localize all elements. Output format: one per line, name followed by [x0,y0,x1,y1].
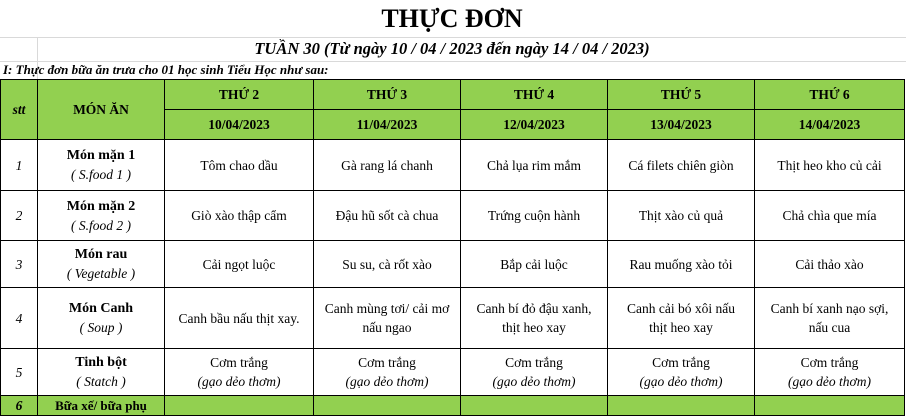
menu-cell: Cải thảo xào [755,241,905,288]
header-date: 10/04/2023 [165,110,314,140]
dish-category [38,140,165,191]
header-stt: stt [1,80,38,140]
menu-cell-line: Cơm trắng [505,355,563,370]
menu-cell-line: Canh cải bó xôi nấu [627,301,735,316]
menu-cell [314,349,461,396]
header-day: THỨ 3 [314,80,461,110]
menu-cell [461,288,608,349]
dish-category-name: Món rau [74,247,128,262]
header-day: THỨ 2 [165,80,314,110]
menu-cell: Bắp cải luộc [461,241,608,288]
table-row [1,349,905,396]
table-row [1,288,905,349]
header-row-days [1,80,905,110]
menu-cell-line: Cơm trắng [800,355,859,370]
menu-cell [608,396,755,416]
table-row [1,191,905,241]
menu-cell-line: Cơm trắng [652,355,710,370]
menu-cell: Giò xào thập cẩm [165,191,314,241]
table-row [1,140,905,191]
header-day: THỨ 6 [755,80,905,110]
menu-cell-line: Canh bầu nấu thịt xay. [178,310,300,326]
menu-cell-line: thịt heo xay [502,320,566,335]
intro-note: I: Thực đơn bữa ăn trưa cho 01 học sinh Tiểu Học như sau: [3,62,329,77]
dish-category [38,349,165,396]
menu-cell [755,288,905,349]
row-index: 5 [1,349,38,396]
header-date: 12/04/2023 [461,110,608,140]
table-row [1,241,905,288]
menu-cell [608,349,755,396]
dish-category-english: ( S.food 1 ) [71,167,131,182]
menu-cell [314,396,461,416]
week-subtitle: TUẦN 30 (Từ ngày 10 / 04 / 2023 đến ngày 14 / 04 / 2023) [254,39,650,58]
menu-cell-note: (gạo dẻo thơm) [345,374,429,389]
header-day: THỨ 4 [461,80,608,110]
dish-category [38,288,165,349]
menu-cell [314,288,461,349]
menu-cell-line: Cơm trắng [210,355,268,370]
dish-category-name: Món mặn 1 [66,148,136,163]
menu-cell-note: (gạo dẻo thơm) [639,374,723,389]
menu-cell-line: Cơm trắng [358,355,416,370]
menu-cell [755,349,905,396]
row-index: 3 [1,241,38,288]
menu-cell: Cải ngọt luộc [165,241,314,288]
menu-cell-note: (gạo dẻo thơm) [492,374,576,389]
dish-category-english: ( Vegetable ) [66,266,136,281]
menu-cell: Đậu hũ sốt cà chua [314,191,461,241]
header-date: 14/04/2023 [755,110,905,140]
menu-cell: Gà rang lá chanh [314,140,461,191]
header-dish: MÓN ĂN [38,80,165,140]
dish-category-english: ( S.food 2 ) [71,217,131,233]
dish-category-name: Bữa xế/ bữa phụ [38,396,165,416]
dish-category-english: ( Soup ) [79,320,123,335]
menu-cell [165,396,314,416]
menu-cell: Rau muống xào tỏi [608,241,755,288]
header-date: 11/04/2023 [314,110,461,140]
menu-cell-line: Canh bí xanh nạo sợi, [770,301,889,316]
menu-cell-line: nấu cua [808,320,851,335]
menu-cell [608,288,755,349]
row-index: 4 [1,288,38,349]
dish-category [38,241,165,288]
menu-table [0,79,905,416]
menu-cell [165,349,314,396]
menu-cell-line: Canh mùng tơi/ cải mơ [324,301,450,316]
dish-category-name: Món mặn 2 [66,198,136,214]
menu-cell [461,396,608,416]
menu-cell: Trứng cuộn hành [461,191,608,241]
menu-cell: Thịt xào củ quả [608,191,755,241]
menu-cell: Thịt heo kho củ cải [755,140,905,191]
row-index: 6 [1,396,38,416]
dish-category-name: Món Canh [68,301,134,316]
menu-cell: Su su, cà rốt xào [314,241,461,288]
menu-cell: Tôm chao dầu [165,140,314,191]
dish-category-english: ( Statch ) [76,374,126,389]
menu-cell-line: nấu ngao [362,320,412,335]
row-index: 2 [1,191,38,241]
header-day: THỨ 5 [608,80,755,110]
menu-cell [755,396,905,416]
menu-cell-line: thịt heo xay [649,320,713,335]
menu-cell: Cá filets chiên giòn [608,140,755,191]
dish-category-name: Tinh bột [75,355,127,370]
menu-cell: Chả chìa que mía [755,191,905,241]
menu-cell [165,288,314,349]
page-title: THỰC ĐƠN [381,3,523,33]
menu-cell-note: (gạo dẻo thơm) [197,374,281,389]
menu-cell-note: (gạo dẻo thơm) [788,374,871,389]
dish-category [38,191,165,241]
menu-cell-line: Canh bí đỏ đậu xanh, [476,301,592,316]
row-index: 1 [1,140,38,191]
header-date: 13/04/2023 [608,110,755,140]
menu-cell [461,349,608,396]
table-row [1,396,905,416]
menu-cell: Chả lụa rim mắm [461,140,608,191]
